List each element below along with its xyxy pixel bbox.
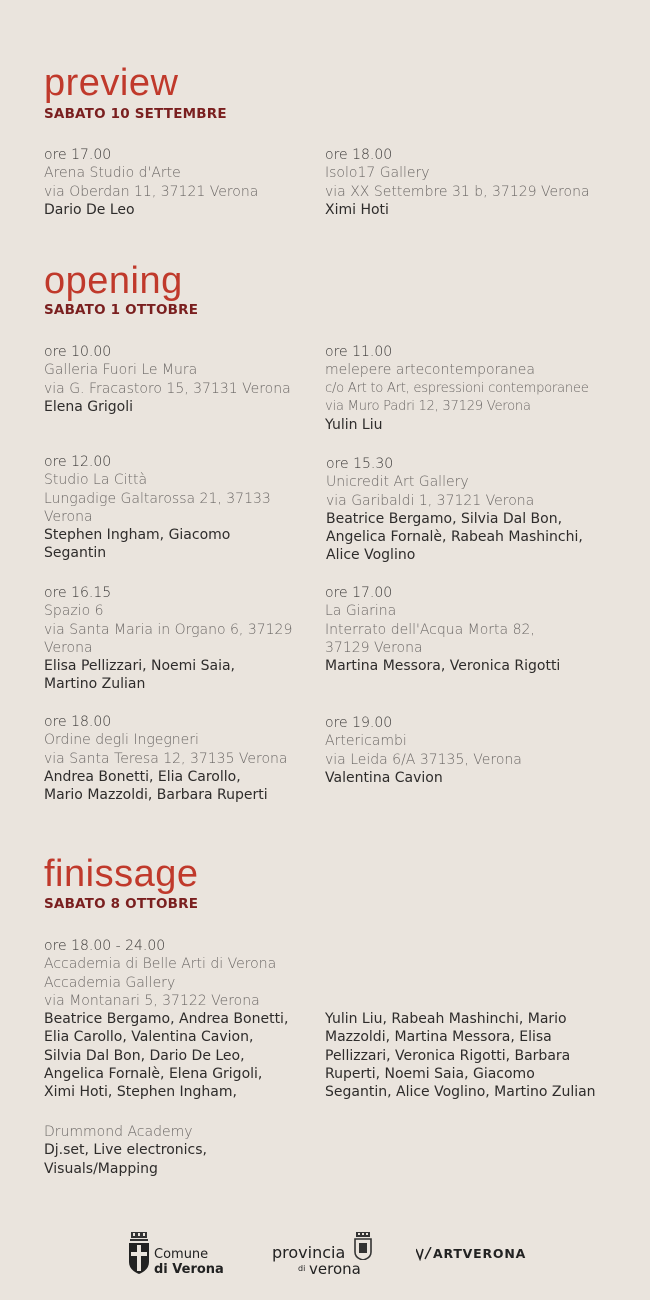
opening-date: SABATO 1 OTTOBRE <box>44 302 199 318</box>
event-artists-continued: Alice Voglino <box>326 547 416 564</box>
event-address: via Oberdan 11, 37121 Verona <box>44 183 259 200</box>
event-time: ore 16.15 <box>44 585 112 601</box>
comune-line1: Comune <box>154 1247 209 1262</box>
event-artists: Elisa Pellizzari, Noemi Saia, <box>44 658 236 675</box>
event-artists-continued: Martino Zulian <box>44 676 146 693</box>
event-time: ore 17.00 <box>44 147 112 163</box>
event-opening-3 <box>44 453 271 563</box>
event-opening-1 <box>44 343 291 416</box>
event-opening-5 <box>44 584 292 694</box>
extra-line: Dj.set, Live electronics, <box>44 1142 207 1159</box>
event-artists-continued: Segantin <box>44 545 107 562</box>
event-artists-continued: Angelica Fornalè, Rabeah Mashinchi, <box>326 529 583 546</box>
event-artists: Beatrice Bergamo, Silvia Dal Bon, <box>326 510 563 527</box>
event-address: via Leida 6/A 37135, Verona <box>325 751 522 768</box>
event-time: ore 19.00 <box>325 715 393 731</box>
preview-title: preview <box>44 62 179 104</box>
event-time: ore 18.00 <box>325 147 393 163</box>
event-address: via G. Fracastoro 15, 37131 Verona <box>44 380 291 397</box>
extra-line: Visuals/Mapping <box>44 1160 158 1177</box>
finissage-artists-left-line: Elia Carollo, Valentina Cavion, <box>44 1029 254 1046</box>
event-address-continued: 37129 Verona <box>325 639 423 656</box>
event-venue: Studio La Città <box>44 472 148 489</box>
artverona-wordmark: ARTVERONA <box>433 1246 527 1261</box>
provincia-crest-icon <box>354 1232 372 1260</box>
comune-line2: di Verona <box>154 1262 224 1277</box>
event-time: ore 17.00 <box>325 585 393 601</box>
finissage-event <box>44 937 288 1102</box>
event-opening-7 <box>44 713 288 804</box>
event-venue-secondary: c/o Art to Art, espressioni contemporanee <box>325 380 589 396</box>
provincia-di-verona-logo <box>272 1232 382 1278</box>
event-venue: Isolo17 Gallery <box>325 165 430 182</box>
event-address: via Muro Padri 12, 37129 Verona <box>325 398 531 414</box>
opening-title: opening <box>44 260 183 302</box>
event-venue: Ordine degli Ingegneri <box>44 732 199 749</box>
event-preview-1 <box>44 146 258 219</box>
finissage-artists-right-line: Mazzoldi, Martina Messora, Elisa <box>325 1029 552 1046</box>
finissage-artists-right-line: Pellizzari, Veronica Rigotti, Barbara <box>325 1047 571 1064</box>
event-address: Lungadige Galtarossa 21, 37133 <box>44 490 271 507</box>
event-address: via Santa Teresa 12, 37135 Verona <box>44 750 288 767</box>
finissage-artists-right-line: Segantin, Alice Voglino, Martino Zulian <box>325 1084 596 1101</box>
finissage-artists-left-line: Beatrice Bergamo, Andrea Bonetti, <box>44 1011 289 1028</box>
finissage-extra-event <box>44 1123 207 1178</box>
event-artists: Elena Grigoli <box>44 398 133 415</box>
event-address: via Santa Maria in Organo 6, 37129 <box>44 621 293 638</box>
comune-crest-icon <box>128 1232 150 1274</box>
event-opening-8 <box>325 714 522 787</box>
finissage-artists-left-line: Silvia Dal Bon, Dario De Leo, <box>44 1047 245 1064</box>
provincia-line2: verona <box>309 1260 361 1278</box>
event-venue: Arena Studio d'Arte <box>44 165 181 182</box>
event-venue: Unicredit Art Gallery <box>326 474 469 491</box>
event-artists: Dario De Leo <box>44 201 135 218</box>
event-address: via Montanari 5, 37122 Verona <box>44 992 260 1009</box>
event-preview-2 <box>325 146 590 219</box>
artverona-mark-icon <box>416 1247 432 1261</box>
event-venue: melepere artecontemporanea <box>325 362 535 379</box>
finissage-artists-left-line: Ximi Hoti, Stephen Ingham, <box>44 1084 237 1101</box>
event-address: via Garibaldi 1, 37121 Verona <box>326 492 535 509</box>
finissage-artists-right-line: Ruperti, Noemi Saia, Giacomo <box>325 1065 535 1082</box>
preview-date: SABATO 10 SETTEMBRE <box>44 106 227 122</box>
event-artists: Martina Messora, Veronica Rigotti <box>325 658 561 675</box>
finissage-title: finissage <box>44 853 199 895</box>
event-venue: Galleria Fuori Le Mura <box>44 362 198 379</box>
event-address: via XX Settembre 31 b, 37129 Verona <box>325 183 590 200</box>
comune-di-verona-logo <box>128 1232 228 1276</box>
event-opening-2 <box>325 343 589 434</box>
event-venue: La Giarina <box>325 603 397 620</box>
finissage-artists-right-line: Yulin Liu, Rabeah Mashinchi, Mario <box>325 1011 567 1027</box>
provincia-di: di <box>298 1264 306 1273</box>
provincia-line1: provincia <box>272 1243 346 1262</box>
finissage-date: SABATO 8 OTTOBRE <box>44 896 199 912</box>
event-opening-6 <box>325 584 560 675</box>
event-artists: Ximi Hoti <box>325 201 389 218</box>
extra-venue: Drummond Academy <box>44 1124 193 1140</box>
event-venue-secondary: Accademia Gallery <box>44 974 176 991</box>
event-address-continued: Verona <box>44 639 93 656</box>
event-artists: Yulin Liu <box>325 417 383 434</box>
event-time: ore 18.00 - 24.00 <box>44 938 166 954</box>
event-venue: Spazio 6 <box>44 603 104 620</box>
event-time: ore 10.00 <box>44 344 112 360</box>
event-address-continued: Verona <box>44 508 93 525</box>
event-time: ore 15.30 <box>326 456 394 472</box>
event-artists-continued: Mario Mazzoldi, Barbara Ruperti <box>44 787 268 804</box>
artverona-logo <box>416 1246 526 1266</box>
event-time: ore 18.00 <box>44 714 112 730</box>
event-artists: Valentina Cavion <box>325 769 443 786</box>
event-address: Interrato dell'Acqua Morta 82, <box>325 621 535 638</box>
finissage-artists-left-line: Angelica Fornalè, Elena Grigoli, <box>44 1066 263 1083</box>
sponsor-logos <box>0 1228 650 1278</box>
event-time: ore 11.00 <box>325 344 393 360</box>
event-artists: Stephen Ingham, Giacomo <box>44 527 231 544</box>
event-venue: Artericambi <box>325 733 407 750</box>
finissage-artists-right <box>325 1010 596 1101</box>
event-opening-4 <box>326 455 583 565</box>
event-artists: Andrea Bonetti, Elia Carollo, <box>44 768 241 785</box>
event-time: ore 12.00 <box>44 454 112 470</box>
event-venue: Accademia di Belle Arti di Verona <box>44 956 277 973</box>
